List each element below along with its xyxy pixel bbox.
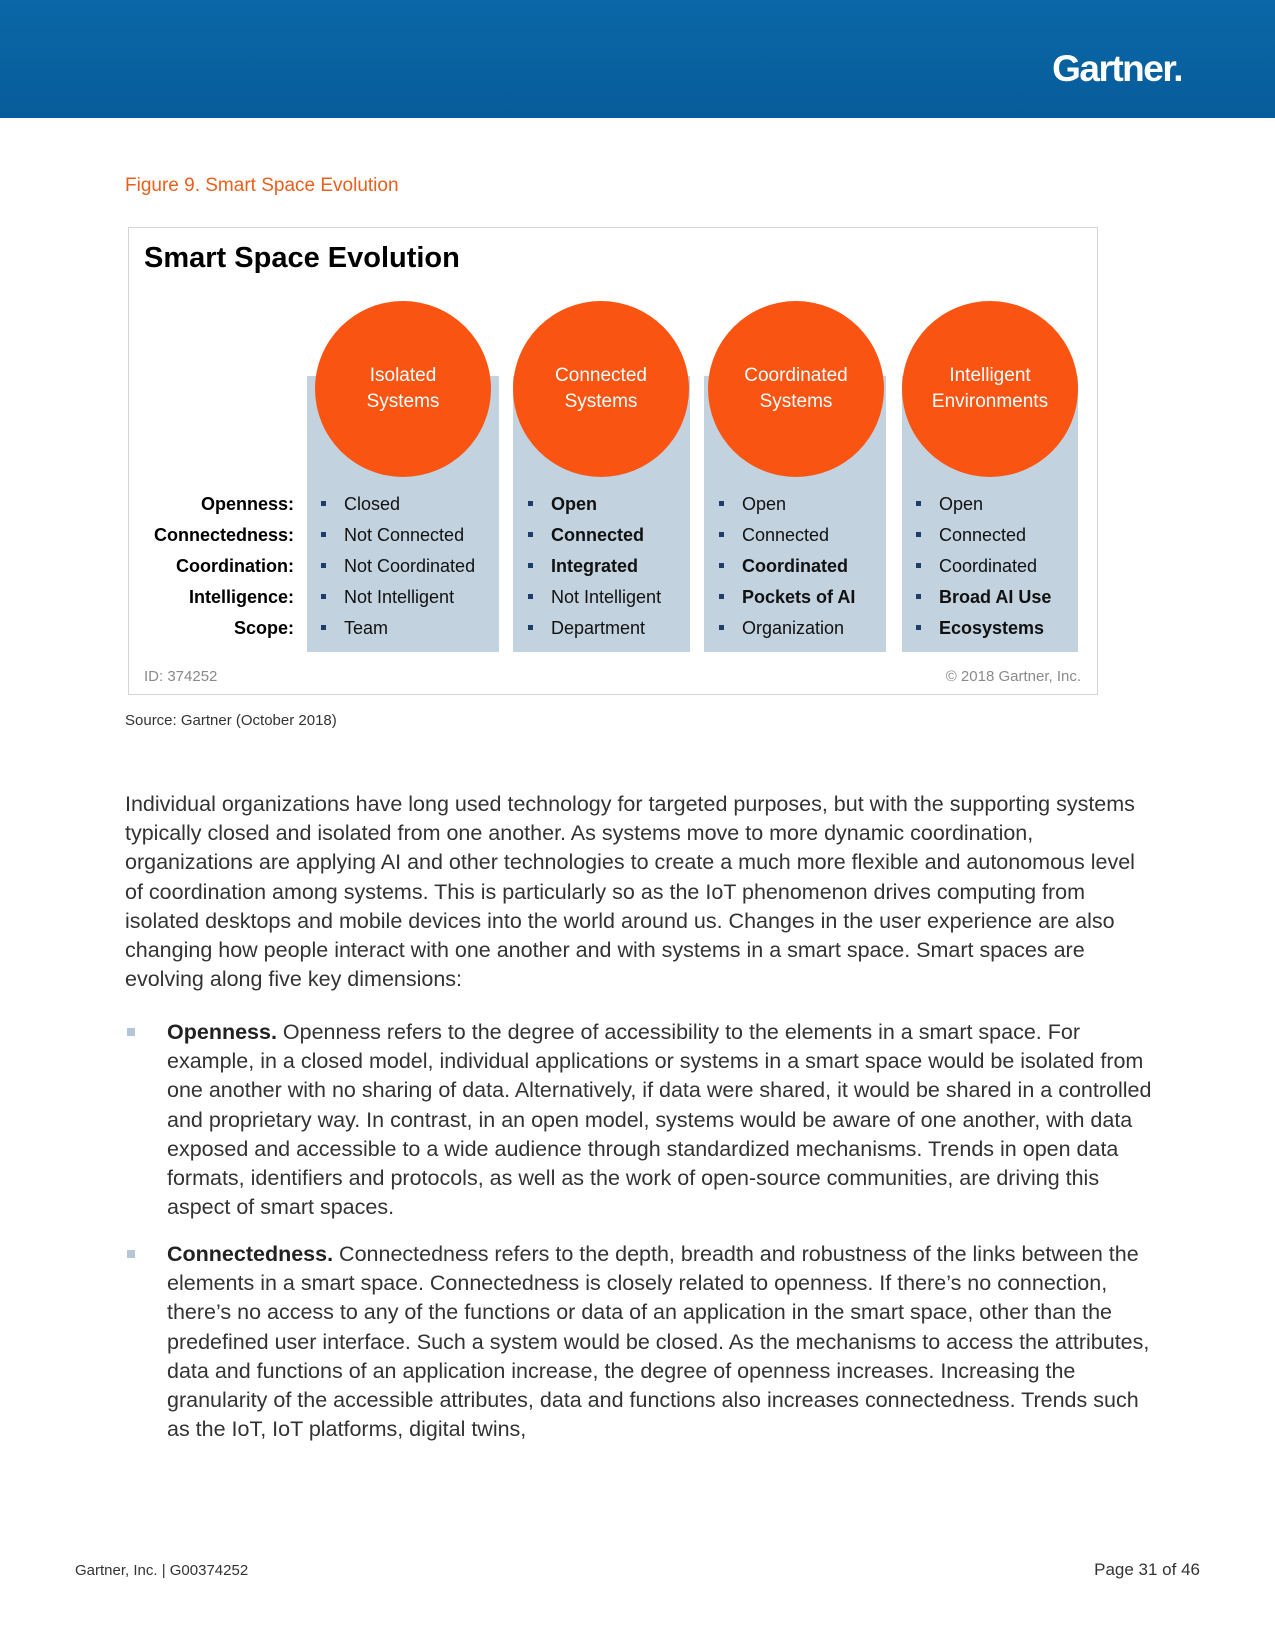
bullet-square-icon — [719, 625, 724, 630]
bullet-square-icon — [127, 1250, 135, 1258]
bullet-square-icon — [719, 563, 724, 568]
list-item: Department — [528, 613, 661, 644]
list-item: Open — [719, 489, 855, 520]
list-item: Organization — [719, 613, 855, 644]
list-item: Coordinated — [719, 551, 855, 582]
bullet-square-icon — [528, 532, 533, 537]
row-label-coordination: Coordination: — [176, 556, 294, 576]
stage-title: Isolated Systems — [366, 365, 440, 412]
figure-box — [128, 227, 1098, 695]
figure-source: Source: Gartner (October 2018) — [125, 712, 337, 729]
bullet-term: Connectedness. — [167, 1242, 334, 1266]
list-item: Closed — [321, 489, 475, 520]
bullet-term: Openness. — [167, 1020, 277, 1044]
list-item: Not Intelligent — [528, 582, 661, 613]
stage-circle-isolated — [315, 301, 491, 477]
bullet-square-icon — [916, 625, 921, 630]
bullet-square-icon — [127, 1028, 135, 1036]
bullet-square-icon — [528, 563, 533, 568]
list-item: Connected — [719, 520, 855, 551]
bullet-square-icon — [528, 501, 533, 506]
stage-items-connected — [528, 489, 661, 644]
bullet-square-icon — [719, 501, 724, 506]
footer-page-number: Page 31 of 46 — [1094, 1560, 1200, 1579]
bullet-connectedness — [125, 1240, 1155, 1444]
list-item: Open — [916, 489, 1051, 520]
stage-title: Intelligent Environments — [931, 365, 1049, 412]
list-item: Connected — [916, 520, 1051, 551]
list-item: Integrated — [528, 551, 661, 582]
gartner-logo: Gartner. — [1052, 48, 1182, 89]
stage-title: Coordinated Systems — [744, 365, 848, 412]
figure-copyright: © 2018 Gartner, Inc. — [945, 668, 1081, 685]
intro-paragraph: Individual organizations have long used technology for targeted purposes, but with the supporting systems typically closed and isolated from one another. As systems move to more dynamic coordination, organizations are applying AI and other technologies to create a much more flexible and autonomous level of coordination among systems. This is particularly so as the IoT phenomenon drives computing from isolated desktops and mobile devices into the world around us. Changes in the user experience are also changing how people interact with one another and with systems in a smart space. Smart spaces are evolving along five key dimensions: — [125, 792, 1135, 992]
bullet-square-icon — [321, 563, 326, 568]
bullet-square-icon — [916, 594, 921, 599]
stage-circle-connected — [513, 301, 689, 477]
list-item: Connected — [528, 520, 661, 551]
list-item: Open — [528, 489, 661, 520]
bullet-square-icon — [719, 532, 724, 537]
dimension-labels — [129, 489, 294, 644]
bullet-body: Openness refers to the degree of accessibility to the elements in a smart space. For example, in a closed model, individual applications or systems in a smart space would be isolated from one another with no sharing of data. Alternatively, if data were shared, it would be shared in a controlled and proprietary way. In contrast, in an open model, systems would be aware of one another, with data exposed and accessible to a wide audience through standardized mechanisms. Trends in open data formats, identifiers and protocols, as well as the work of open-source communities, are driving this aspect of smart spaces. — [167, 1020, 1152, 1220]
bullet-square-icon — [916, 501, 921, 506]
row-label-openness: Openness: — [200, 494, 294, 514]
list-item: Coordinated — [916, 551, 1051, 582]
bullet-square-icon — [719, 594, 724, 599]
bullet-square-icon — [916, 563, 921, 568]
bullet-paragraph — [167, 1018, 1155, 1222]
row-label-connectedness: Connectedness: — [153, 525, 294, 545]
list-item: Broad AI Use — [916, 582, 1051, 613]
bullet-body: Connectedness refers to the depth, breadth and robustness of the links between the elements in a smart space. Connectedness is closely related to openness. If there’s no connection, there’s no access to any of the functions or data of an application in the smart space, other than the predefined user interface. Such a system would be closed. As the mechanisms to access the attributes, data and functions of an application increase, the degree of openness increases. Increasing the granularity of the accessible attributes, data and functions also increases connectedness. Trends such as the IoT, IoT platforms, digital twins, — [167, 1242, 1150, 1442]
stage-circle-coordinated — [708, 301, 884, 477]
bullet-square-icon — [321, 625, 326, 630]
bullet-square-icon — [321, 594, 326, 599]
list-item: Pockets of AI — [719, 582, 855, 613]
list-item: Ecosystems — [916, 613, 1051, 644]
row-label-intelligence: Intelligence: — [188, 587, 294, 607]
stage-title: Connected Systems — [555, 365, 647, 412]
bullet-square-icon — [528, 594, 533, 599]
bullet-square-icon — [528, 625, 533, 630]
list-item: Not Coordinated — [321, 551, 475, 582]
bullet-square-icon — [321, 501, 326, 506]
stage-items-isolated — [321, 489, 475, 644]
list-item: Team — [321, 613, 475, 644]
footer-doc-id: Gartner, Inc. | G00374252 — [75, 1562, 249, 1579]
stage-items-intelligent — [916, 489, 1051, 644]
figure-title: Smart Space Evolution — [144, 242, 460, 274]
row-label-scope: Scope: — [233, 618, 294, 638]
bullet-openness — [125, 1018, 1155, 1222]
bullet-square-icon — [321, 532, 326, 537]
list-item: Not Intelligent — [321, 582, 475, 613]
figure-id: ID: 374252 — [144, 668, 218, 685]
stage-items-coordinated — [719, 489, 855, 644]
figure-caption: Figure 9. Smart Space Evolution — [125, 175, 399, 196]
page-header — [0, 0, 1275, 118]
bullet-paragraph — [167, 1240, 1155, 1444]
list-item: Not Connected — [321, 520, 475, 551]
bullet-square-icon — [916, 532, 921, 537]
stage-circle-intelligent — [902, 301, 1078, 477]
